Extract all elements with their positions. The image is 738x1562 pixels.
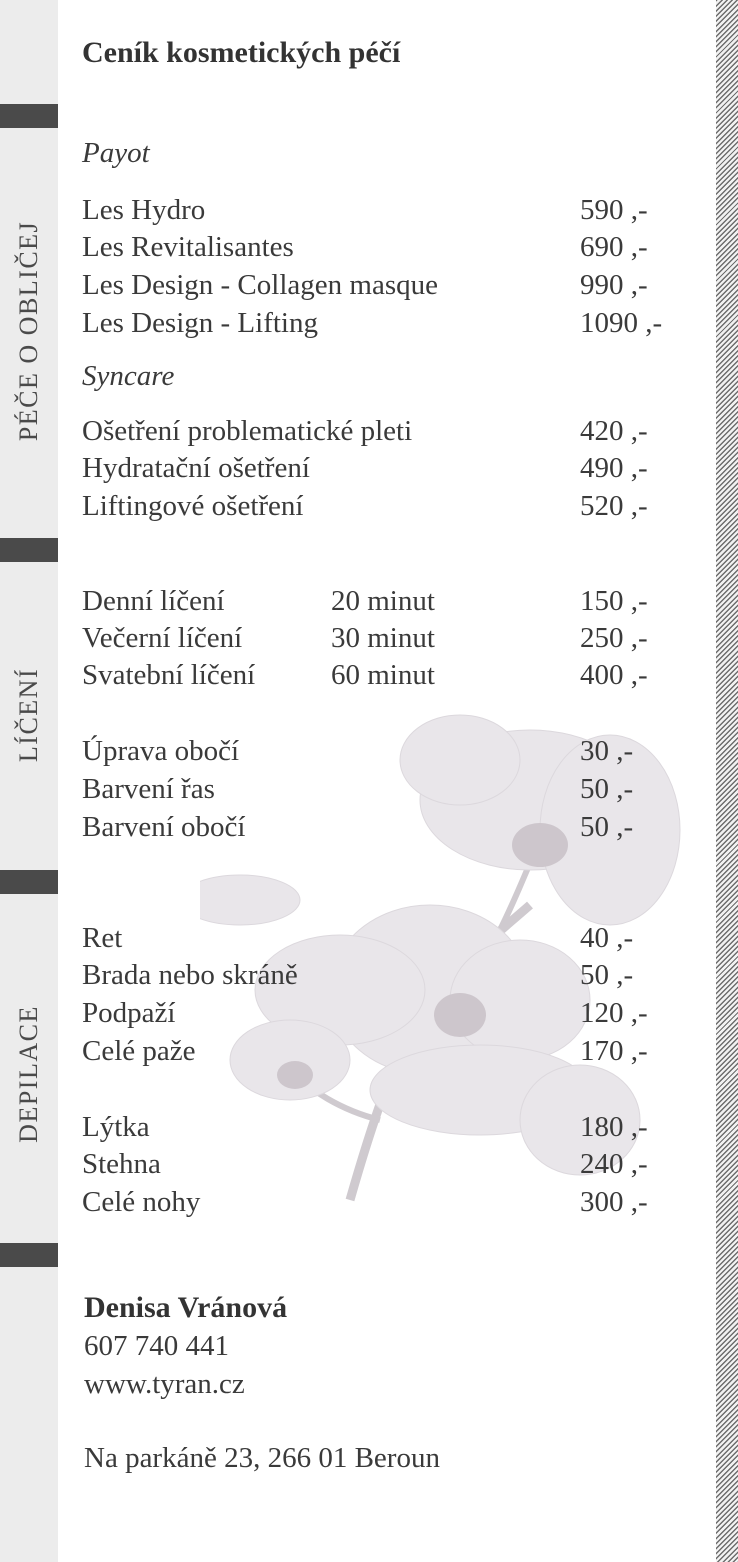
- section-label-depilation: DEPILACE: [14, 1005, 43, 1143]
- item-price: 50 ,-: [580, 773, 634, 805]
- list-item: Denní líčení: [82, 585, 225, 617]
- list-item: Lýtka: [82, 1111, 150, 1143]
- item-price: 490 ,-: [580, 452, 648, 484]
- list-item: Barvení obočí: [82, 811, 246, 843]
- contact-name: Denisa Vránová: [84, 1291, 288, 1324]
- brand-label-payot: Payot: [82, 137, 150, 169]
- brand-label-syncare: Syncare: [82, 360, 175, 392]
- section-label-face: PÉČE O OBLIČEJ: [14, 220, 43, 442]
- list-item: Celé nohy: [82, 1186, 201, 1218]
- item-price: 50 ,-: [580, 959, 634, 991]
- item-price: 170 ,-: [580, 1035, 648, 1067]
- list-item: Večerní líčení: [82, 622, 243, 654]
- list-item: Barvení řas: [82, 773, 215, 805]
- item-price: 30 ,-: [580, 735, 634, 767]
- item-price: 180 ,-: [580, 1111, 648, 1143]
- section-divider: [0, 870, 58, 894]
- item-price: 50 ,-: [580, 811, 634, 843]
- list-item: Liftingové ošetření: [82, 490, 304, 522]
- contact-phone[interactable]: 607 740 441: [84, 1330, 229, 1362]
- item-price: 240 ,-: [580, 1148, 648, 1180]
- list-item: Stehna: [82, 1148, 161, 1180]
- contact-address: Na parkáně 23, 266 01 Beroun: [84, 1442, 440, 1474]
- list-item: Les Revitalisantes: [82, 231, 294, 263]
- item-price: 1090 ,-: [580, 307, 663, 339]
- list-item: Celé paže: [82, 1035, 196, 1067]
- section-divider: [0, 538, 58, 562]
- item-duration: 20 minut: [331, 585, 435, 617]
- list-item: Les Design - Lifting: [82, 307, 318, 339]
- list-item: Les Hydro: [82, 194, 206, 226]
- section-divider: [0, 1243, 58, 1267]
- contact-website[interactable]: www.tyran.cz: [84, 1368, 245, 1400]
- list-item: Brada nebo skráně: [82, 959, 298, 991]
- item-price: 990 ,-: [580, 269, 648, 301]
- list-item: Svatební líčení: [82, 659, 256, 691]
- item-price: 690 ,-: [580, 231, 648, 263]
- section-divider: [0, 104, 58, 128]
- section-label-makeup: LÍČENÍ: [14, 667, 43, 763]
- item-price: 250 ,-: [580, 622, 648, 654]
- list-item: Ošetření problematické pleti: [82, 415, 413, 447]
- list-item: Úprava obočí: [82, 735, 240, 767]
- item-price: 120 ,-: [580, 997, 648, 1029]
- list-item: Ret: [82, 922, 123, 954]
- left-section-strip: [0, 0, 58, 1562]
- page-title: Ceník kosmetických péčí: [82, 36, 401, 69]
- item-duration: 30 minut: [331, 622, 435, 654]
- item-price: 420 ,-: [580, 415, 648, 447]
- item-price: 300 ,-: [580, 1186, 648, 1218]
- item-duration: 60 minut: [331, 659, 435, 691]
- list-item: Podpaží: [82, 997, 176, 1029]
- item-price: 150 ,-: [580, 585, 648, 617]
- item-price: 40 ,-: [580, 922, 634, 954]
- list-item: Hydratační ošetření: [82, 452, 310, 484]
- item-price: 520 ,-: [580, 490, 648, 522]
- item-price: 590 ,-: [580, 194, 648, 226]
- item-price: 400 ,-: [580, 659, 648, 691]
- list-item: Les Design - Collagen masque: [82, 269, 438, 301]
